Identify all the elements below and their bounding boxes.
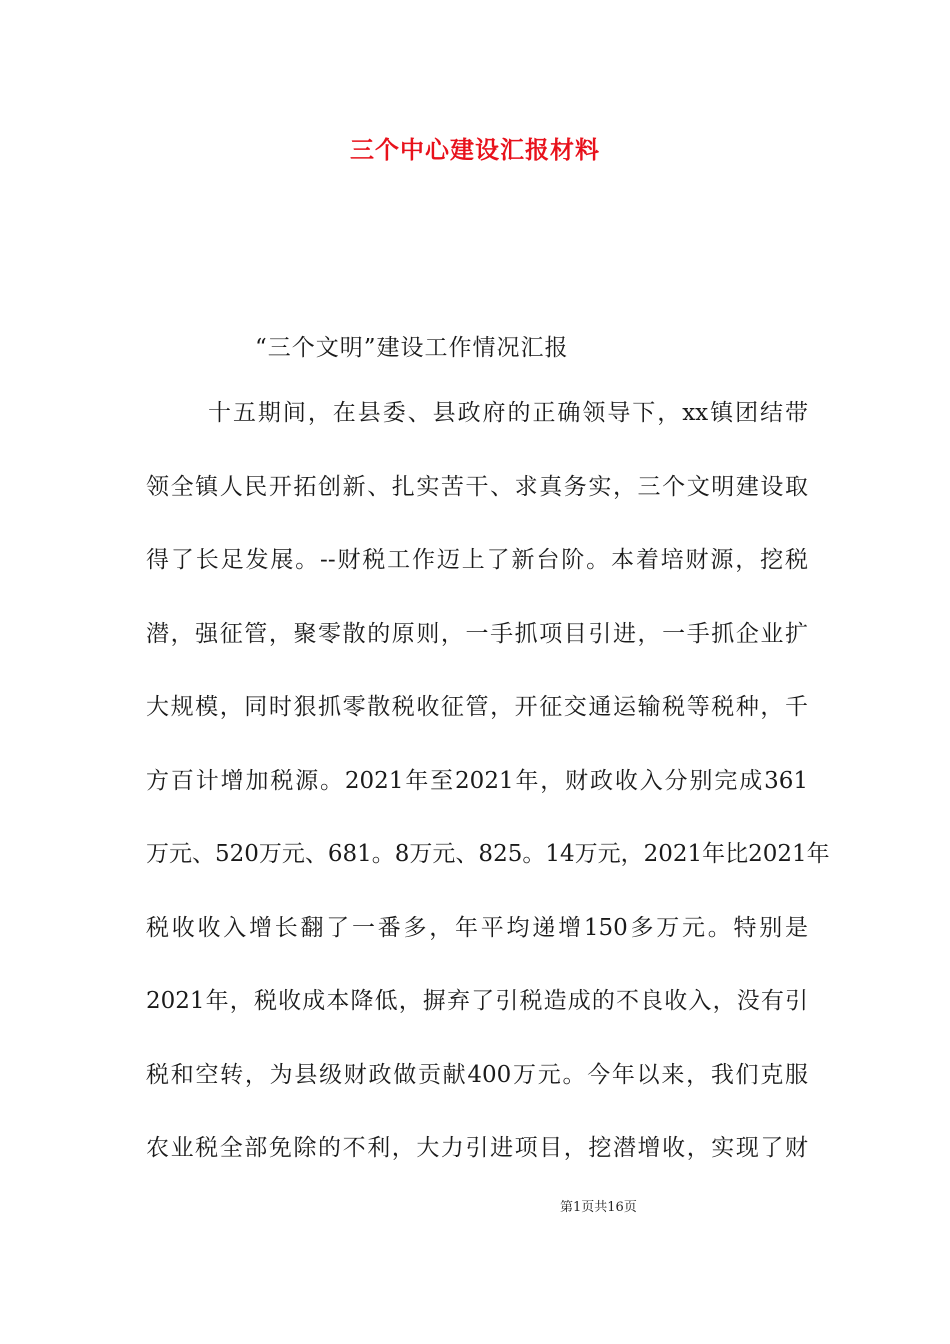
paragraph-line: 大规模，同时狠抓零散税收征管，开征交通运输税等税种，千: [146, 694, 808, 720]
paragraph-line: 十五期间，在县委、县政府的正确领导下，xx镇团结带: [208, 400, 808, 426]
paragraph-line: 潜，强征管，聚零散的原则，一手抓项目引进，一手抓企业扩: [146, 620, 808, 647]
paragraph-line: 方百计增加税源。2021年至2021年，财政收入分别完成361: [146, 767, 808, 794]
body-paragraph: [146, 396, 830, 1205]
paragraph-line: 税和空转，为县级财政做贡献400万元。今年以来，我们克服: [146, 1061, 808, 1088]
paragraph-line: 2021年，税收成本降低，摒弃了引税造成的不良收入，没有引: [146, 988, 808, 1014]
section-heading: “三个文明”建设工作情况汇报: [255, 335, 569, 361]
paragraph-line: 税收收入增长翻了一番多，年平均递增150多万元。特别是: [146, 914, 808, 941]
paragraph-line: 万元、520万元、681。8万元、825。14万元，2021年比2021年: [146, 841, 830, 867]
paragraph-line: 领全镇人民开拓创新、扎实苦干、求真务实，三个文明建设取: [146, 473, 808, 500]
page-number-text: 第1页共16页: [560, 1200, 637, 1215]
document-title: 三个中心建设汇报材料: [350, 135, 600, 164]
paragraph-line: 得了长足发展。--财税工作迈上了新台阶。本着培财源，挖税: [146, 547, 808, 573]
paragraph-line: 农业税全部免除的不利，大力引进项目，挖潜增收，实现了财: [146, 1135, 808, 1161]
page-number-footer: [0, 1198, 950, 1218]
